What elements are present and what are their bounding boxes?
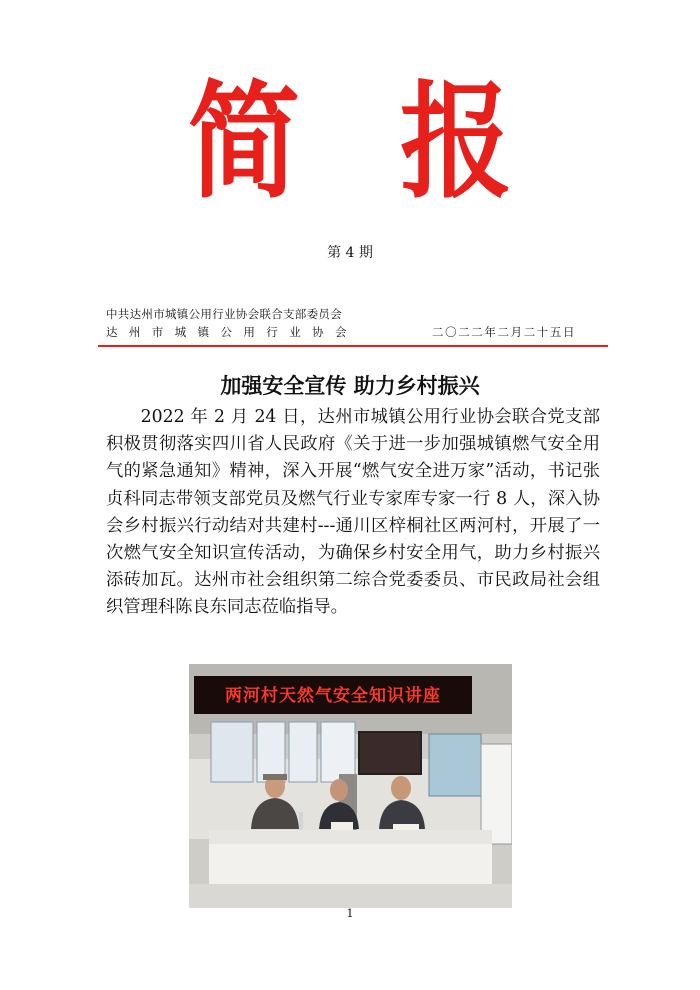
header-divider: [98, 345, 608, 347]
article-body: 2022 年 2 月 24 日，达州市城镇公用行业协会联合党支部积极贯彻落实四川省人民政府《关于进一步加强城镇燃气安全用气的紧急通知》精神，深入开展“燃气安全进万家”活动，书记张贞科同志带领支部党员及燃气行业专家库专家一行 8 人，深入协会乡村振兴行动结对共建村---通川区梓桐社区两河村，开展了一次燃气安全知识宣传活动，为确保乡村安全用气，助力乡村振兴添砖加瓦。达州市社会组织第二综合党委委员、市民政局社会组织管理科陈良东同志莅临指导。: [106, 407, 600, 618]
led-banner-text: 两河村天然气安全知识讲座: [225, 686, 441, 706]
issue-date: 二〇二二年二月二十五日: [432, 325, 577, 339]
masthead-char-jian: 简: [188, 69, 300, 216]
event-photo-illustration: [189, 664, 512, 908]
page-number: 1: [346, 907, 354, 920]
issuing-association: 达州市城镇公用行业协会: [106, 325, 358, 339]
masthead: [0, 69, 700, 216]
wall-tv: [359, 732, 421, 774]
issuing-party-committee: 中共达州市城镇公用行业协会联合支部委员会: [106, 307, 342, 321]
masthead-char-bao: 报: [400, 69, 512, 216]
meeting-table: [209, 830, 492, 844]
article-title: 加强安全宣传 助力乡村振兴: [220, 374, 480, 398]
issue-number: 第 4 期: [327, 245, 373, 261]
event-photo: [189, 664, 512, 908]
